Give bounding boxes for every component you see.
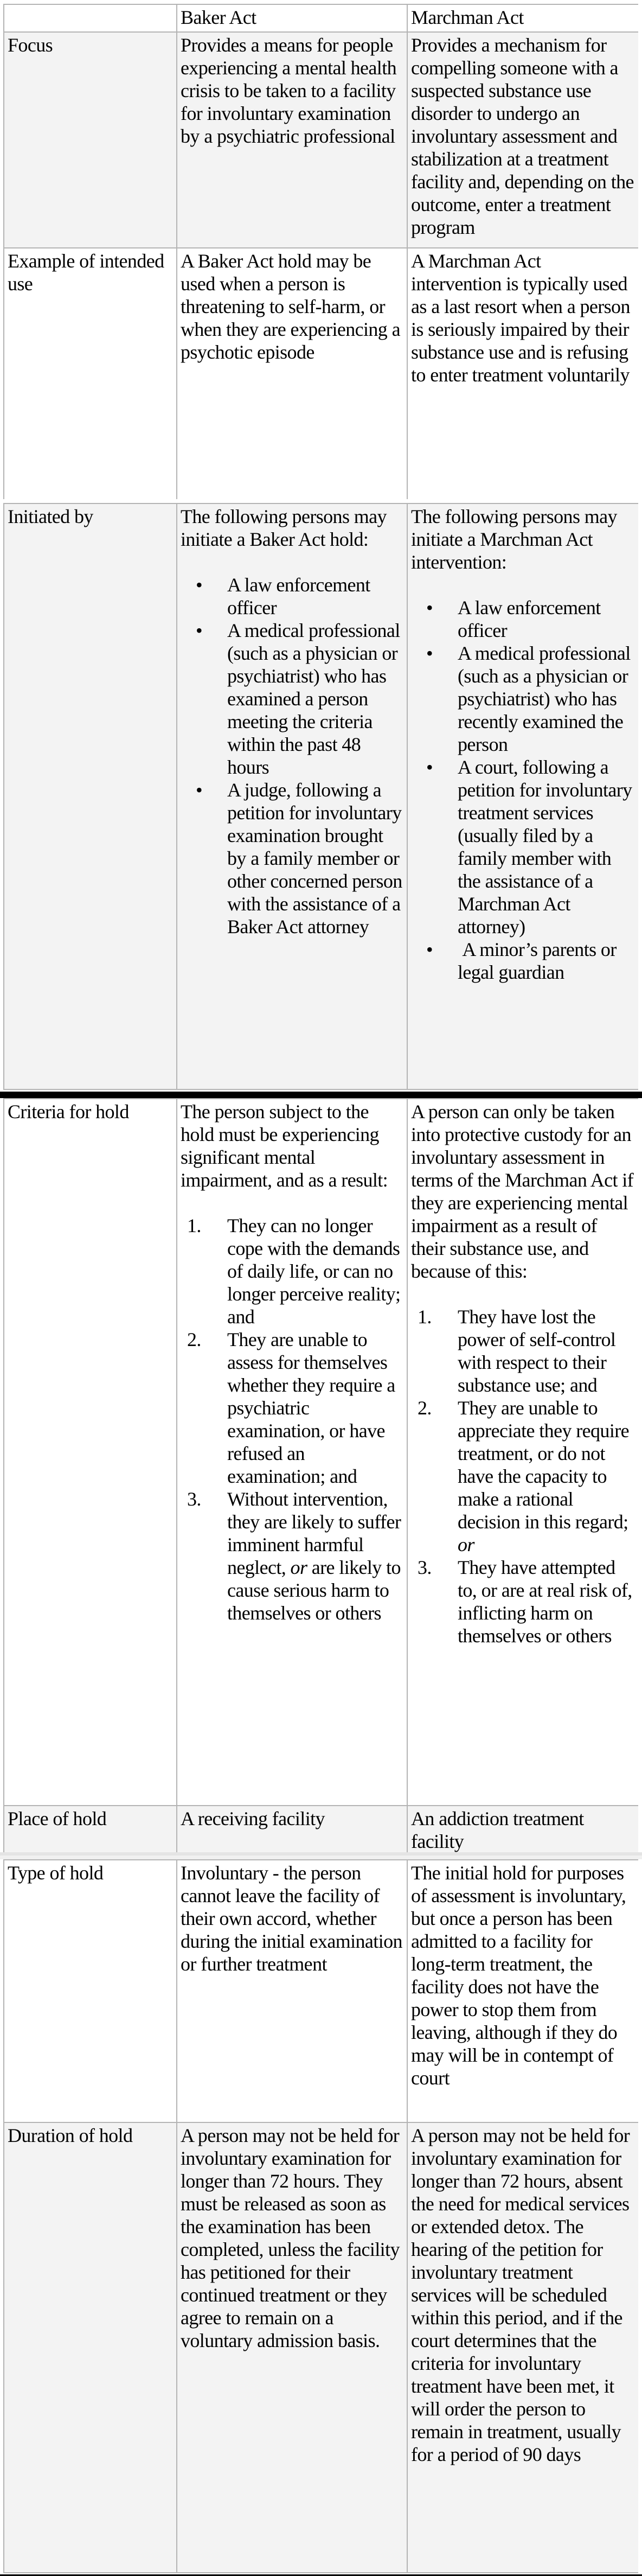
marchman-example-cell: A Marchman Act intervention is typically used as a last resort when a person is seriously impaired by their substance use and is refusing to enter treatment voluntarily — [407, 248, 638, 499]
list-item: • A medical professional (such as a physician or psychiatrist) who has examined a person meeting the criteria within the past 48 hours — [227, 619, 403, 779]
baker-place-cell: A receiving facility — [177, 1806, 407, 1852]
marchman-focus-cell: Provides a mechanism for compelling someone with a suspected substance use disorder to undergo an involuntary assessment and stabilization at a treatment facility and, depending on the outcome, enter a treatment program — [407, 32, 638, 248]
marchman-initiated-intro: The following persons may initiate a Marchman Act intervention: — [411, 506, 617, 573]
list-item: 3. Without intervention, they are likely to suffer imminent harmful neglect, or are likely to cause serious harm to themselves or others — [187, 1488, 406, 1624]
table-row-focus — [4, 32, 638, 248]
marchman-criteria-intro: A person can only be taken into protective custody for an involuntary assessment in terms of the Marchman Act if they are experiencing mental impairment as a result of their substance use, and because of this: — [411, 1101, 634, 1282]
row-label-focus: Focus — [4, 32, 177, 248]
list-item: • A minor’s parents or legal guardian — [458, 938, 635, 984]
marchman-criteria-cell — [407, 1099, 638, 1806]
list-item: • A law enforcement officer — [458, 596, 635, 642]
header-cell-marchman-act: Marchman Act — [407, 4, 638, 32]
baker-initiated-cell — [177, 503, 407, 1089]
marchman-initiators-list — [411, 596, 635, 984]
marchman-criteria-list — [411, 1305, 635, 1647]
table-header-row — [4, 4, 638, 32]
list-item: • A judge, following a petition for involuntary examination brought by a family member or other concerned person with the assistance of a Baker Act attorney — [227, 779, 403, 938]
list-item: 2. They are unable to assess for themselves whether they require a psychiatric examination, or have refused an examination; and — [187, 1329, 395, 1487]
marchman-duration-cell: A person may not be held for involuntary examination for longer than 72 hours, absent the need for medical services or extended detox. The hearing of the petition for involuntary treatment services will be scheduled within this period, and if the court determines that the criteria for involuntary treatment have been met, it will order the person to remain in treatment, usually for a period of 90 days — [407, 2122, 638, 2573]
row-label-place: Place of hold — [4, 1806, 177, 1852]
table-segment-1 — [3, 4, 638, 499]
table-segment-4 — [3, 1859, 638, 2573]
baker-criteria-cell — [177, 1099, 407, 1806]
comparison-table-continued — [3, 1859, 638, 2573]
comparison-table-continued — [3, 1098, 638, 1852]
table-segment-3 — [3, 1098, 638, 1852]
row-label-criteria: Criteria for hold — [4, 1099, 177, 1806]
table-row-initiated-by — [4, 503, 638, 1089]
list-item: • A medical professional (such as a physician or psychiatrist) who has recently examined the person — [458, 642, 635, 756]
table-segment-2 — [3, 503, 638, 1090]
row-label-initiated-by: Initiated by — [4, 503, 177, 1089]
baker-criteria-intro: The person subject to the hold must be experiencing significant mental impairment, and as a result: — [181, 1101, 388, 1191]
marchman-place-cell: An addiction treatment facility — [407, 1806, 638, 1852]
table-row-place — [4, 1806, 638, 1852]
comparison-table — [3, 4, 638, 499]
comparison-table-continued — [3, 503, 638, 1090]
baker-duration-cell: A person may not be held for involuntary examination for longer than 72 hours. They must be released as soon as the examination has been completed, unless the facility has petitioned for their continued treatment or they agree to remain on a voluntary admission basis. — [177, 2122, 407, 2573]
list-item: 1. They can no longer cope with the demands of daily life, or can no longer perceive reality; and — [187, 1215, 401, 1328]
page-gap — [0, 1856, 642, 1859]
baker-example-cell: A Baker Act hold may be used when a person is threatening to self-harm, or when they are experiencing a psychotic episode — [177, 248, 407, 499]
table-row-duration — [4, 2122, 638, 2573]
header-cell-baker-act: Baker Act — [177, 4, 407, 32]
baker-type-cell: Involuntary - the person cannot leave the facility of their own accord, whether during the initial examination or further treatment — [177, 1860, 407, 2122]
baker-initiated-intro: The following persons may initiate a Baker Act hold: — [181, 506, 387, 550]
table-row-criteria — [4, 1099, 638, 1806]
list-item: 3. They have attempted to, or are at real risk of, inflicting harm on themselves or others — [418, 1557, 632, 1647]
table-row-example — [4, 248, 638, 499]
list-item: 1. They have lost the power of self-control with respect to their substance use; and — [418, 1306, 616, 1396]
table-row-type — [4, 1860, 638, 2122]
list-item: • A court, following a petition for involuntary treatment services (usually filed by a family member with the assistance of a Marchman Act attorney) — [458, 756, 635, 938]
row-label-type: Type of hold — [4, 1860, 177, 2122]
list-item: 2. They are unable to appreciate they require treatment, or do not have the capacity to make a rational decision in this regard; or — [418, 1397, 634, 1555]
row-label-example: Example of intended use — [4, 248, 177, 499]
row-label-duration: Duration of hold — [4, 2122, 177, 2573]
baker-criteria-list — [181, 1214, 406, 1624]
marchman-initiated-cell — [407, 503, 638, 1089]
header-cell-empty — [4, 4, 177, 32]
list-item: • A law enforcement officer — [227, 573, 403, 619]
page-break-divider — [0, 1092, 642, 1098]
baker-focus-cell: Provides a means for people experiencing a mental health crisis to be taken to a facility for involuntary examination by a psychiatric professional — [177, 32, 407, 248]
baker-initiators-list — [181, 573, 403, 938]
marchman-type-cell: The initial hold for purposes of assessment is involuntary, but once a person has been admitted to a facility for long-term treatment, the facility does not have the power to stop them from leaving, although if they do may will be in contempt of court — [407, 1860, 638, 2122]
